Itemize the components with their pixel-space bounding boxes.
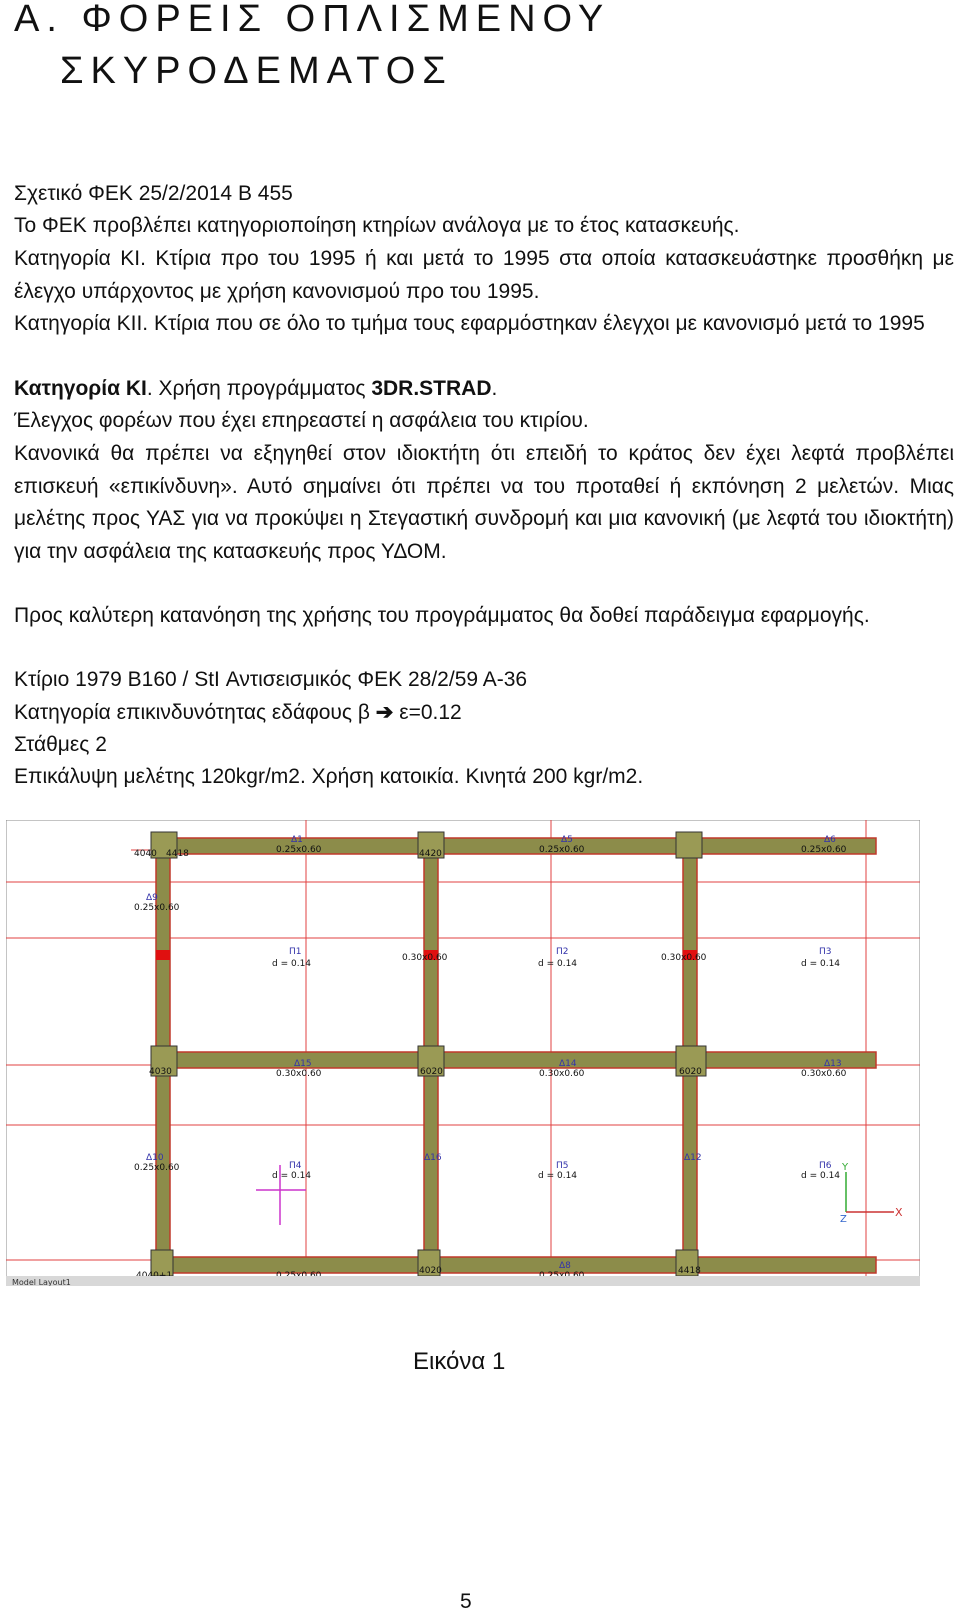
column-label-5: 6020 [420, 1067, 443, 1077]
program-usage-end: . [491, 377, 498, 400]
section-label-2: 0.25x0.60 [539, 845, 585, 855]
slab-name-2: Π2 [556, 947, 569, 957]
right-arrow-icon: ➔ [375, 701, 394, 724]
axis-x-label: X [895, 1206, 903, 1219]
section-label-5: 0.30x0.60 [276, 1069, 322, 1079]
slab-name-1: Π1 [289, 947, 302, 957]
slab-thickness-1: d = 0.14 [272, 959, 312, 969]
category-k1-bold: Κατηγορία ΚΙ [14, 377, 147, 400]
column-label-7: 4020 [419, 1266, 442, 1276]
slab-name-5: Π5 [556, 1161, 569, 1171]
beam-label-11: Δ16 [424, 1153, 442, 1163]
column-label-4: 4030 [149, 1067, 172, 1077]
column-label-3: 4420 [419, 849, 442, 859]
beam-label-1: Δ1 [291, 835, 303, 845]
paragraph-program-usage [14, 373, 954, 406]
beam-label-7: Δ13 [824, 1059, 842, 1069]
section-label-1: 0.25x0.60 [276, 845, 322, 855]
column-label-8: 4418 [678, 1266, 701, 1276]
paragraph-categorization: Το ΦΕΚ προβλέπει κατηγοριοποίηση κτηρίων ανάλογα με το έτος κατασκευής. [14, 214, 740, 237]
paragraph-safety-check: Έλεγχος φορέων που έχει επηρεαστεί η ασφάλεια του κτιρίου. [14, 409, 589, 432]
heading-line-2: ΣΚΥΡΟΔΕΜΑΤΟΣ [60, 50, 453, 92]
axis-z-label: Z [840, 1214, 847, 1225]
section-label-4: 0.25x0.60 [134, 903, 180, 913]
beam-label-6: Δ14 [559, 1059, 577, 1069]
section-label-3: 0.25x0.60 [801, 845, 847, 855]
slab-thickness-3: d = 0.14 [801, 959, 841, 969]
slab-name-6: Π6 [819, 1161, 832, 1171]
beam-label-13: Δ8 [559, 1261, 571, 1271]
beam-label-3: Δ6 [824, 835, 836, 845]
program-usage-text: . Χρήση προγράμματος [146, 377, 372, 400]
paragraph-building-info: Κτίριο 1979 Β160 / StI Αντισεισμικός ΦΕΚ 28/2/59 Α-36 [14, 668, 528, 691]
column-label-6: 6020 [679, 1067, 702, 1077]
slab-thickness-5: d = 0.14 [538, 1171, 578, 1181]
soil-category-text: Κατηγορία επικινδυνότητας εδάφους β [14, 701, 370, 724]
section-label-7: 0.30x0.60 [801, 1069, 847, 1079]
beam-label-10: Δ10 [146, 1153, 164, 1163]
epsilon-value: ε=0.12 [393, 701, 462, 724]
paragraph-fek-reference: Σχετικό ΦΕΚ 25/2/2014 Β 455 [14, 182, 293, 205]
beam-label-12: Δ12 [684, 1153, 702, 1163]
heading-line-1: Α. ΦΟΡΕΙΣ ΟΠΛΙΣΜΕΝΟΥ [14, 0, 611, 40]
axis-y-label: Y [842, 1162, 849, 1173]
paragraph-loads: Επικάλυψη μελέτης 120kgr/m2. Χρήση κατοικία. Κινητά 200 kgr/m2. [14, 765, 644, 788]
page-number: 5 [460, 1590, 472, 1613]
beam-label-4: Δ9 [146, 893, 158, 903]
paragraph-explanation: Κανονικά θα πρέπει να εξηγηθεί στον ιδιοκτήτη ότι επειδή το κράτος δεν έχει λεφτά προβλέπει επισκευή «επικίνδυνη». Αυτό σημαίνει ότι πρέπει να του προταθεί ή εκπόνηση 2 μελετών. Μιας μελέτης προς ΥΑΣ για να προκύψει η Στεγαστική συνδρομή και μια κανονική (με λεφτά του ιδιοκτήτη) για την ασφάλεια της κατασκευής προς ΥΔΟΜ. [14, 442, 954, 563]
paragraph-soil-category [14, 697, 954, 730]
beam-label-5: Δ15 [294, 1059, 312, 1069]
paragraph-category-k1: Κατηγορία ΚΙ. Κτίρια προ του 1995 ή και μετά το 1995 στα οποία κατασκευάστηκε προσθήκη με έλεγχο υπάρχοντος με χρήση κανονισμού προ του 1995. [14, 247, 954, 303]
section-label-10: 0.25x0.60 [134, 1163, 180, 1173]
program-name: 3DR.STRAD [371, 377, 492, 400]
paragraph-levels: Στάθμες 2 [14, 733, 107, 756]
column-label-2: 4418 [166, 849, 189, 859]
paragraph-category-k2: Κατηγορία ΚΙΙ. Κτίρια που σε όλο το τμήμα τους εφαρμόστηκαν έλεγχοι με κανονισμό μετά το 1995 [14, 312, 925, 335]
slab-thickness-4: d = 0.14 [272, 1171, 312, 1181]
section-label-9: 0.30x0.60 [661, 953, 707, 963]
beam-label-2: Δ5 [561, 835, 573, 845]
section-label-6: 0.30x0.60 [539, 1069, 585, 1079]
slab-thickness-2: d = 0.14 [538, 959, 578, 969]
slab-name-3: Π3 [819, 947, 832, 957]
slab-thickness-6: d = 0.14 [801, 1171, 841, 1181]
figure-caption: Εικόνα 1 [413, 1348, 506, 1375]
paragraph-example-intro: Προς καλύτερη κατανόηση της χρήσης του προγράμματος θα δοθεί παράδειγμα εφαρμογής. [14, 604, 870, 627]
layout-tab-label[interactable]: Model Layout1 [12, 1278, 71, 1286]
structural-plan-drawing [6, 820, 920, 1286]
column-label-1: 4040 [134, 849, 157, 859]
layout-tab-bar[interactable] [6, 1276, 920, 1286]
slab-name-4: Π4 [289, 1161, 302, 1171]
section-label-8: 0.30x0.60 [402, 953, 448, 963]
